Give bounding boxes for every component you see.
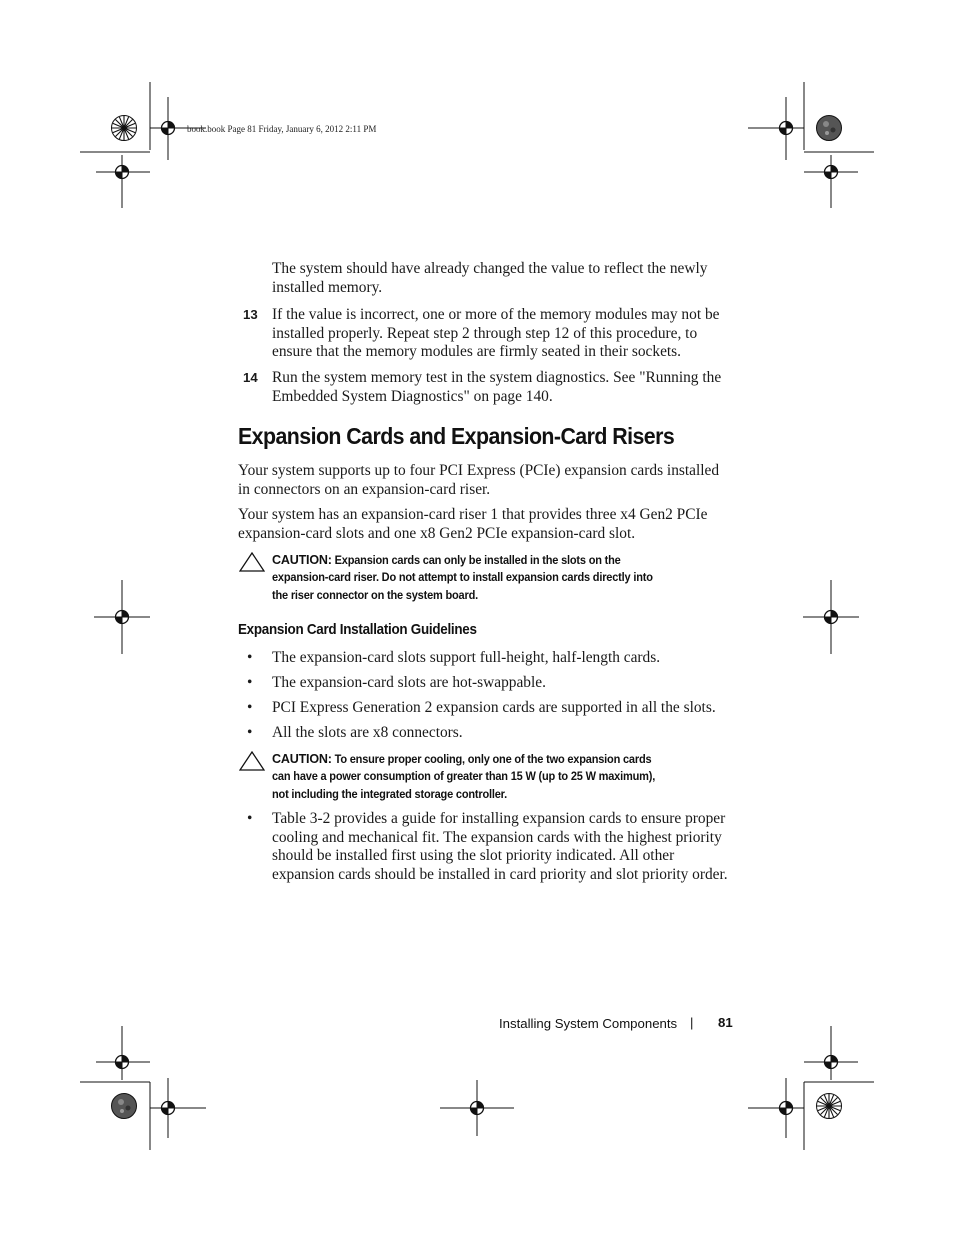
- text-line: installed memory.: [272, 278, 383, 296]
- subsection-title: Expansion Card Installation Guidelines: [238, 622, 477, 638]
- paragraph: [238, 462, 719, 499]
- list-item: All the slots are x8 connectors.: [272, 724, 463, 741]
- bullet-marker: •: [247, 810, 253, 827]
- text-line: ensure that the memory modules are firmly seated in their sockets.: [272, 343, 682, 361]
- section-title: Expansion Cards and Expansion-Card Risers: [238, 423, 675, 449]
- caution-text: Expansion cards can only be installed in the slots on the: [334, 554, 621, 567]
- footer-separator: |: [690, 1015, 694, 1030]
- caution-icon: [239, 751, 265, 771]
- text-line: [272, 750, 655, 768]
- text-line: Your system supports up to four PCI Express (PCIe) expansion cards installed: [238, 462, 720, 479]
- text-line: expansion cards should be installed in card priority and slot priority order.: [272, 865, 728, 883]
- text-line: not including the integrated storage controller.: [272, 787, 508, 801]
- list-item: PCI Express Generation 2 expansion cards are supported in all the slots.: [272, 699, 716, 716]
- text-line: [272, 551, 653, 569]
- list-item: The expansion-card slots are hot-swappable.: [272, 674, 546, 691]
- step-text: [272, 306, 719, 362]
- text-line: the riser connector on the system board.: [272, 588, 479, 602]
- caution-note: [272, 551, 653, 604]
- bullet-marker: •: [247, 674, 253, 691]
- text-line: expansion-card slots and one x8 Gen2 PCIe expansion-card slot.: [238, 524, 636, 542]
- step-number: 14: [243, 370, 258, 385]
- intro-paragraph: [272, 260, 707, 297]
- text-line: expansion-card riser. Do not attempt to install expansion cards directly into: [272, 571, 653, 585]
- step-number: 13: [243, 307, 258, 322]
- text-line: If the value is incorrect, one or more of the memory modules may not be: [272, 306, 720, 323]
- text-line: Your system has an expansion-card riser 1 that provides three x4 Gen2 PCIe: [238, 506, 708, 523]
- text-line: installed properly. Repeat step 2 through step 12 of this procedure, to: [272, 324, 698, 342]
- caution-icon: [239, 552, 265, 572]
- list-item: The expansion-card slots support full-height, half-length cards.: [272, 649, 661, 666]
- caution-label: CAUTION:: [272, 552, 332, 567]
- caution-label: CAUTION:: [272, 751, 332, 766]
- text-line: can have a power consumption of greater than 15 W (up to 25 W maximum),: [272, 770, 656, 784]
- text-line: should be installed first using the slot priority indicated. All other: [272, 847, 675, 865]
- caution-text: To ensure proper cooling, only one of the two expansion cards: [334, 753, 652, 766]
- text-line: Run the system memory test in the system diagnostics. See "Running the: [272, 369, 722, 386]
- step-text: [272, 369, 721, 406]
- text-line: Table 3-2 provides a guide for installing expansion cards to ensure proper: [272, 810, 726, 827]
- text-line: Embedded System Diagnostics" on page 140.: [272, 387, 553, 405]
- paragraph: [238, 506, 707, 543]
- bullet-marker: •: [247, 649, 253, 666]
- caution-note: [272, 750, 655, 803]
- page-number: 81: [718, 1015, 733, 1030]
- bullet-marker: •: [247, 724, 253, 741]
- text-line: The system should have already changed the value to reflect the newly: [272, 260, 708, 277]
- footer-chapter: Installing System Components: [499, 1016, 678, 1031]
- text-line: in connectors on an expansion-card riser.: [238, 480, 491, 498]
- text-line: cooling and mechanical fit. The expansion cards with the highest priority: [272, 828, 722, 846]
- bullet-marker: •: [247, 699, 253, 716]
- print-slug: book.book Page 81 Friday, January 6, 2012 2:11 PM: [187, 124, 377, 134]
- list-item: [272, 810, 728, 884]
